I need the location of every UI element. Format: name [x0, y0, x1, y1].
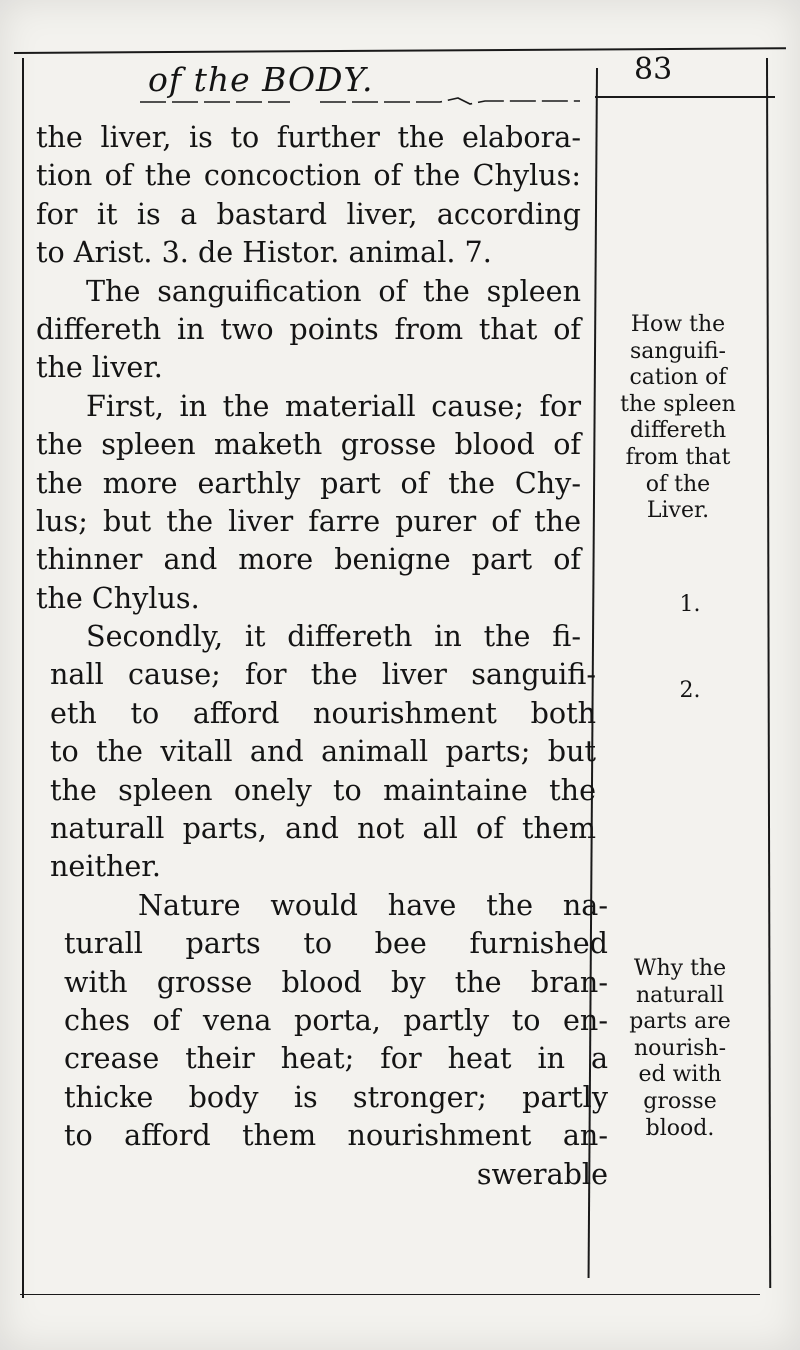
- text-line: the liver, is to further the elabora-: [36, 120, 581, 154]
- text-line: lus; but the liver farre purer of the: [36, 503, 581, 538]
- text-line: to Arist. 3. de Histor. animal. 7.: [36, 235, 492, 270]
- margin-number-1: 1.: [679, 592, 701, 617]
- running-head: of the BODY.: [148, 60, 374, 99]
- text-line: Nature would have the na-: [138, 887, 608, 922]
- note-line: cation of: [629, 365, 727, 391]
- page-number: 83: [634, 52, 673, 87]
- text-line: thicke body is stronger; partly: [64, 1079, 608, 1114]
- note-line: nourish-: [633, 1035, 727, 1061]
- note-line: the spleen: [620, 391, 736, 417]
- text-line: the spleen onely to maintaine the: [50, 772, 596, 807]
- text-line: to afford them nourishment an-: [64, 1118, 608, 1153]
- head-ornament: [140, 96, 580, 106]
- text-line: crease their heat; for heat in a: [64, 1041, 608, 1076]
- note-line: of the: [645, 471, 711, 497]
- bottom-rule: [20, 1294, 760, 1295]
- note-line: from that: [625, 444, 731, 470]
- text-line: tion of the concoction of the Chylus:: [36, 158, 581, 193]
- margin-note-sanguification: [608, 312, 748, 525]
- body-text: [36, 118, 608, 1193]
- text-line: the Chylus.: [36, 580, 200, 615]
- right-rule: [766, 58, 771, 1288]
- text-line: First, in the materiall cause; for: [86, 388, 581, 423]
- text-line: eth to afford nourishment both: [50, 695, 596, 730]
- text-line: with grosse blood by the bran-: [64, 964, 608, 999]
- left-rule: [22, 58, 24, 1298]
- text-line: neither.: [50, 849, 161, 884]
- text-line: The sanguification of the spleen: [86, 273, 581, 308]
- note-line: Liver.: [646, 498, 710, 524]
- text-line: naturall parts, and not all of them: [50, 811, 596, 846]
- note-line: ed with: [638, 1062, 722, 1088]
- note-line: sanguifi-: [630, 338, 726, 364]
- text-line: ches of vena porta, partly to en-: [64, 1002, 608, 1037]
- note-line: differeth: [629, 418, 727, 444]
- note-line: naturall: [636, 982, 724, 1008]
- text-line: differeth in two points from that of: [36, 311, 581, 346]
- text-line: thinner and more benigne part of: [36, 542, 581, 577]
- margin-note-grosse-blood: [610, 956, 750, 1142]
- note-line: Why the: [633, 956, 727, 981]
- note-line: blood.: [645, 1115, 715, 1141]
- text-line: for it is a bastard liver, according: [36, 196, 581, 231]
- text-line: nall cause; for the liver sanguifi-: [50, 657, 596, 692]
- text-line: turall parts to bee furnished: [64, 926, 608, 961]
- text-line: the more earthly part of the Chy-: [36, 465, 581, 500]
- note-line: parts are: [629, 1009, 731, 1035]
- text-line: the liver.: [36, 350, 163, 385]
- note-line: grosse: [643, 1088, 717, 1114]
- header-rule: [595, 96, 775, 98]
- margin-number-2: 2.: [679, 678, 701, 703]
- text-line: swerable: [476, 1156, 608, 1191]
- text-line: Secondly, it differeth in the fi-: [86, 619, 581, 654]
- text-line: to the vitall and animall parts; but: [50, 734, 596, 769]
- note-line: How the: [630, 312, 726, 337]
- text-line: the spleen maketh grosse blood of: [36, 427, 581, 462]
